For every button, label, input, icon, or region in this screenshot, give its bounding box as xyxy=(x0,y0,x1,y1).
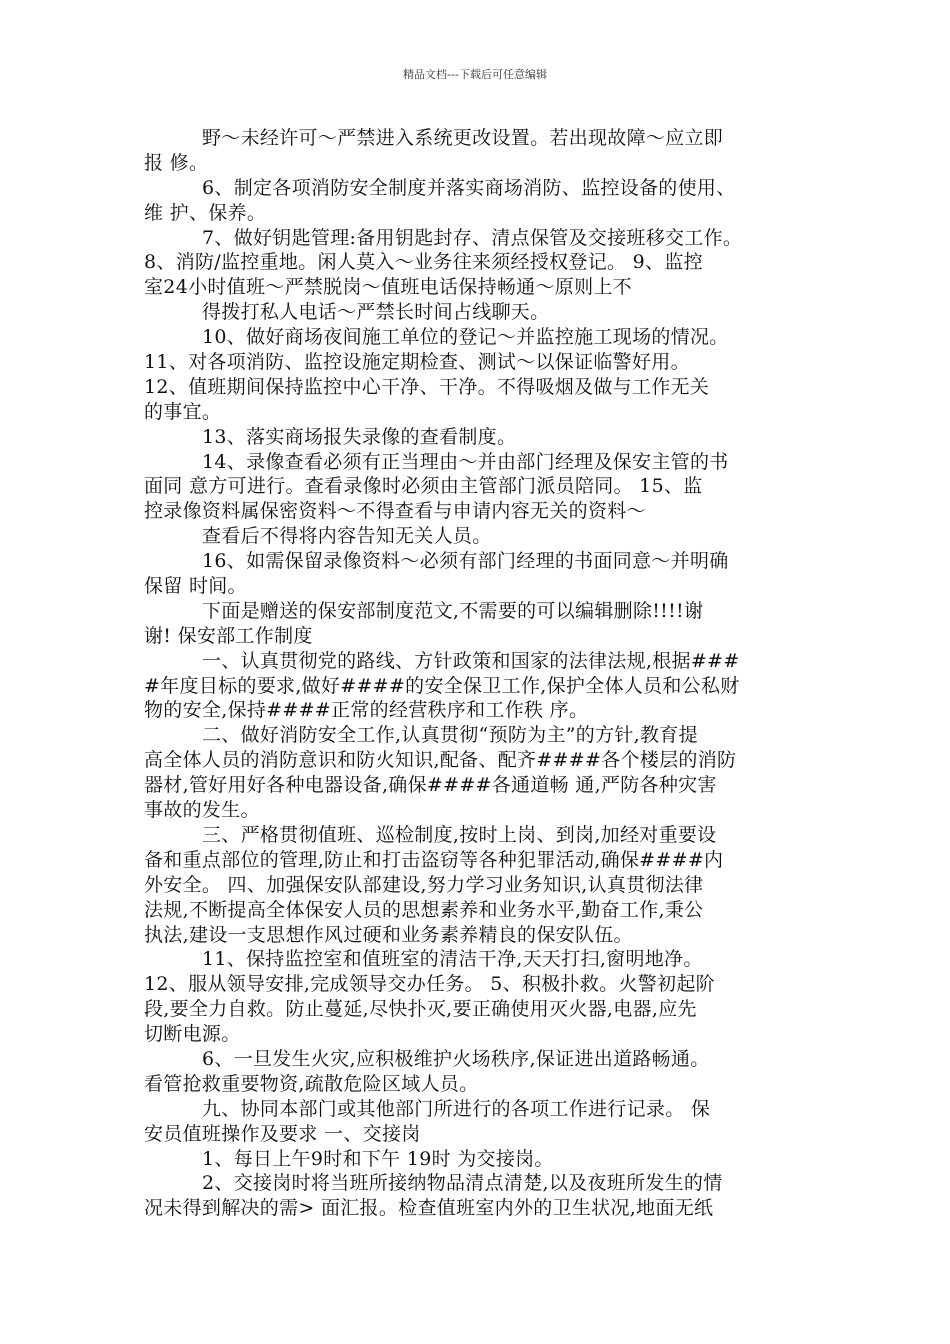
text-line: 12、服从领导安排,完成领导交办任务。 5、积极扑救。火警初起阶 xyxy=(144,973,715,996)
text-line: 高全体人员的消防意识和防火知识,配备、配齐####各个楼层的消防 xyxy=(144,749,737,772)
text-line: 看管抢救重要物资,疏散危险区域人员。 xyxy=(144,1072,479,1095)
text-line: 安员值班操作及要求 一、交接岗 xyxy=(144,1122,421,1145)
text-line: 10、做好商场夜间施工单位的登记～并监控施工现场的情况。 xyxy=(202,326,729,349)
text-line: 的事宜。 xyxy=(144,400,222,423)
text-line: 16、如需保留录像资料～必须有部门经理的书面同意～并明确 xyxy=(202,550,729,573)
text-line: 得拨打私人电话～严禁长时间占线聊天。 xyxy=(202,301,550,324)
text-line: 控录像资料属保密资料～不得查看与申请内容无关的资料～ xyxy=(144,500,646,523)
text-line: 查看后不得将内容告知无关人员。 xyxy=(202,525,492,548)
text-line: 11、保持监控室和值班室的清洁干净,天天打扫,窗明地净。 xyxy=(202,948,703,971)
text-line: 一、认真贯彻党的路线、方针政策和国家的法律法规,根据### xyxy=(202,649,740,672)
text-line: #年度目标的要求,做好####的安全保卫工作,保护全体人员和公私财 xyxy=(144,674,740,697)
text-line: 备和重点部位的管理,防止和打击盗窃等各种犯罪活动,确保####内 xyxy=(144,848,724,871)
text-line: 二、做好消防安全工作,认真贯彻“预防为主”的方针,教育提 xyxy=(202,724,698,747)
text-line: 11、对各项消防、监控设施定期检查、测试～以保证临警好用。 xyxy=(144,351,690,374)
text-line: 1、每日上午9时和下午 19时 为交接岗。 xyxy=(202,1147,554,1170)
text-line: 三、严格贯彻值班、巡检制度,按时上岗、到岗,加经对重要设 xyxy=(202,823,717,846)
text-line: 野～未经许可～严禁进入系统更改设置。若出现故障～应立即 xyxy=(202,127,724,149)
text-line: 九、协同本部门或其他部门所进行的各项工作进行记录。 保 xyxy=(202,1097,711,1120)
text-line: 面同 意方可进行。查看录像时必须由主管部门派员陪同。 15、监 xyxy=(144,475,703,498)
text-line: 器材,管好用好各种电器设备,确保####各通道畅 通,严防各种灾害 xyxy=(144,774,717,797)
text-line: 2、交接岗时将当班所接纳物品清点清楚,以及夜班所发生的情 xyxy=(202,1172,723,1195)
text-line: 下面是赠送的保安部制度范文,不需要的可以编辑删除!!!!谢 xyxy=(202,599,704,622)
text-line: 保留 时间。 xyxy=(144,575,247,598)
text-line: 7、做好钥匙管理:备用钥匙封存、清点保管及交接班移交工作。 xyxy=(202,226,743,249)
text-line: 室24小时值班～严禁脱岗～值班电话保持畅通～原则上不 xyxy=(144,276,632,299)
text-line: 13、落实商场报失录像的查看制度。 xyxy=(202,425,517,448)
text-line: 切断电源。 xyxy=(144,1023,241,1046)
text-line: 事故的发生。 xyxy=(144,799,260,822)
text-line: 外安全。 四、加强保安队部建设,努力学习业务知识,认真贯彻法律 xyxy=(144,873,704,896)
document-body xyxy=(144,126,824,1221)
text-line: 14、录像查看必须有正当理由～并由部门经理及保安主管的书 xyxy=(202,450,729,473)
text-line: 6、一旦发生火灾,应积极维护火场秩序,保证进出道路畅通。 xyxy=(202,1047,710,1070)
text-line: 执法,建设一支思想作风过硬和业务素养精良的保安队伍。 xyxy=(144,923,633,946)
text-line: 法规,不断提高全体保安人员的思想素养和业务水平,勤奋工作,秉公 xyxy=(144,898,704,921)
text-line: 谢! 保安部工作制度 xyxy=(144,624,313,647)
text-line: 物的安全,保持####正常的经营秩序和工作秩 序。 xyxy=(144,699,589,722)
text-line: 段,要全力自救。防止蔓延,尽快扑灭,要正确使用灭火器,电器,应先 xyxy=(144,998,697,1021)
text-line: 维 护、保养。 xyxy=(144,201,267,224)
text-line: 况未得到解决的需> 面汇报。检查值班室内外的卫生状况,地面无纸 xyxy=(144,1197,714,1220)
page-header: 精品文档---下载后可任意编辑 xyxy=(403,68,547,81)
text-line: 12、值班期间保持监控中心干净、干净。不得吸烟及做与工作无关 xyxy=(144,375,710,398)
text-line: 8、消防/监控重地。闲人莫入～业务往来须经授权登记。 9、监控 xyxy=(144,251,703,274)
text-line: 6、制定各项消防安全制度并落实商场消防、监控设备的使用、 xyxy=(202,176,736,199)
text-line: 报 修。 xyxy=(144,151,209,174)
